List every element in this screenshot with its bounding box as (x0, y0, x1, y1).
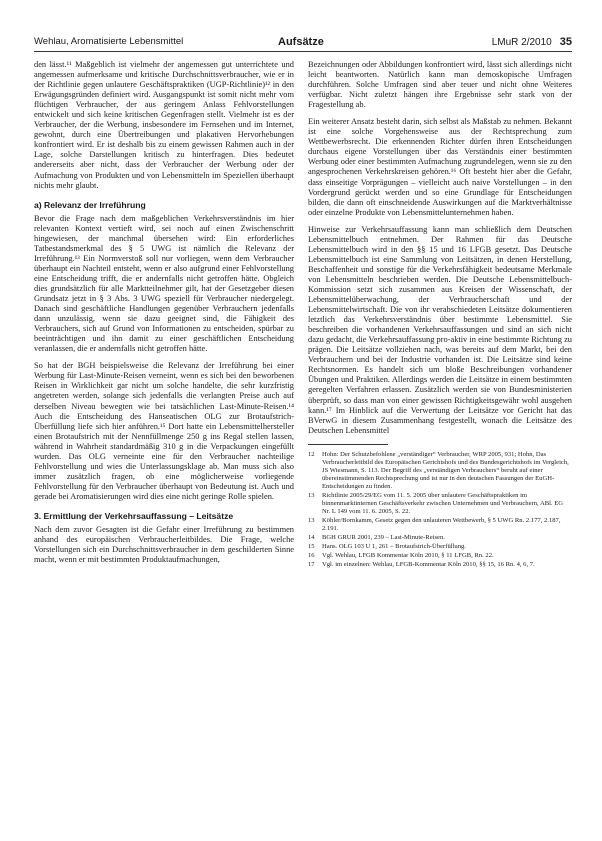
footnote-text: Vgl. im einzelnen: Wehlau, LFGB-Kommentar Köln 2010, §§ 15, 16 Rn. 4, 6, 7. (322, 560, 535, 568)
footnote-number: 17 (308, 560, 315, 568)
footnote-text: Vgl. Wehlau, LFGB Kommentar Köln 2010, § 11 LFGB, Rn. 22. (322, 551, 494, 559)
header-section-title: Aufsätze (278, 36, 324, 48)
footnote-text: Hans. OLG 103 U 1, 261 – Brotaufstrich-Überfüllung. (322, 542, 466, 550)
footnote-number: 14 (308, 533, 315, 541)
left-column (34, 60, 294, 572)
footnote (308, 517, 572, 533)
right-paragraph-2: Ein weiterer Ansatz besteht darin, sich selbst als Maßstab zu nehmen. Bekannt ist eine solche Vorgehensweise aus der Rechtsprechung zum Wettbewerbsrecht. Die erkennenden Richter dürfen ihren Entscheidungen durchaus eigene Vorstellungen über das Verständnis einer bestimmten Werbung oder einer bestimmten Aufmachung zugrundelegen, wenn sie zu den angesprochenen Verkehrskreisen gehören.¹⁶ Oft besteht hier aber die Gefahr, dass einseitige Vorprägungen – vielleicht auch naive Vorstellungen – in den Vordergrund gerückt werden und so eine Grundlage für Entscheidungen bilden, die dann oft einschneidende Auswirkungen auf die Marktverhältnisse oder einzelne Produkte von Lebensmittelunternehmen haben. (308, 117, 572, 217)
header-journal-name: LMuR 2/2010 (491, 37, 552, 48)
page-number: 35 (559, 36, 572, 48)
running-header (34, 36, 572, 50)
footnote-number: 13 (308, 516, 315, 524)
left-paragraph-1: den lässt.¹¹ Maßgeblich ist vielmehr der angemessen gut unterrichtete und angemessen aufmerksame und kritische Durchschnittsverbraucher, wie er in der Richtlinie gegen unlautere Geschäftspraktiken (UGP-Richtlinie)¹² in den Erwägungsgründen definiert wird. Ausgangspunkt ist somit nicht mehr vom flüchtigen Verbraucher, der aus geringem Anlass Fehlvorstellungen entwickelt und sich keine kritischen Gegenfragen stellt. Vielmehr ist es der Verbraucher, der die Werbung, insbesondere im Fernsehen und im Internet, gewohnt, durch eine Übertreibungen und plakativen Hervorhebungen konfrontiert wird. Er ist deshalb bis zu einem gewissen Rahmen auch in der Lage, solche Darstellungen kritisch zu hinterfragen. Dies bedeutet andererseits aber nicht, dass der Verbraucher der Werbung oder der Aufmachung von Produkten und von Lebensmitteln im Speziellen überhaupt nichts mehr glaubt. (34, 60, 294, 190)
header-rule (34, 51, 572, 52)
header-article-title: Wehlau, Aromatisierte Lebensmittel (34, 36, 184, 47)
footnote-text: BGH GRUR 2001, 239 – Last-Minute-Reisen. (322, 533, 445, 541)
footnote-number: 13 (308, 491, 315, 499)
header-journal-issue (492, 36, 572, 48)
footnote (308, 534, 572, 542)
right-paragraph-1: Bezeichnungen oder Abbildungen konfrontiert wird, lässt sich allerdings nicht leicht beantworten. Natürlich kann man demoskopische Umfragen durchführen. Solche Umfragen sind aber teuer und nicht ohne Weiteres verfügbar. Nicht zuletzt hängen ihre Ergebnisse sehr stark von der Fragestellung ab. (308, 60, 572, 110)
footnote (308, 492, 572, 516)
footnote-number: 15 (308, 542, 315, 550)
footnote-number: 16 (308, 551, 315, 559)
right-column (308, 60, 572, 570)
footnote (308, 561, 572, 569)
footnote-rule (308, 444, 388, 445)
left-paragraph-4: Nach dem zuvor Gesagten ist die Gefahr einer Irreführung zu bestimmen anhand des europäischen Verbraucherleitbildes. Die Frage, welche Vorstellungen sich ein Durchschnittsverbraucher in dem geschilderten Sinne macht, wenn er mit bestimmten Produktaufmachungen, (34, 525, 294, 565)
footnote-text: Hohn: Der Schutzbefohlene „verständiger“ Verbraucher, WRP 2005, 931; Hohn, Das Verbraucherleitbild des Europäischen Gerichtshofs und des Bundesgerichtshofs im Vergleich, JS Wiesmann, S. 113. Der Begriff des „verständigen Verbrauchers“ beruht auf einer übereinstimmenden Rechtsprechung und ist nur in den deutschen Fassungen der EuGH-Entscheidungen zu finden. (322, 450, 569, 490)
left-paragraph-2: Bevor die Frage nach dem maßgeblichen Verkehrsverständnis im hier relevanten Kontext vertieft wird, sei noch auf einen Zwischenschritt hingewiesen, der manchmal übersehen wird: Ein erforderliches Tatbestandsmerkmal des § 5 UWG ist nämlich die Relevanz der Irreführung.¹³ Ein Normverstoß soll nur vorliegen, wenn dem Verbraucher überhaupt ein Nachteil entsteht, wenn er also aufgrund einer Fehlvorstellung eine Entscheidung trifft, die er andernfalls nicht getroffen hätte. Obgleich dies grundsätzlich für alle Marktteilnehmer gilt, hat der Gesetzgeber diesen Grundsatz jetzt in § 3 Abs. 3 UWG speziell für Verbraucher niedergelegt. Danach sind geschäftliche Handlungen gegenüber Verbrauchern jedenfalls dann unzulässig, wenn sie dazu geeignet sind, die Fähigkeit des Verbrauchers, sich auf Grund von Informationen zu entscheiden, spürbar zu beeinträchtigen und ihn damit zu einer geschäftlichen Entscheidung veranlassen, die er andernfalls nicht getroffen hätte. (34, 213, 294, 354)
heading-determination: 3. Ermittlung der Verkehrsauffassung – Leitsätze (34, 510, 234, 521)
footnote (308, 451, 572, 491)
footnote (308, 543, 572, 551)
footnote-number: 12 (308, 450, 315, 458)
footnote-text: Köhler/Bornkamm, Gesetz gegen den unlauteren Wettbewerb, § 5 UWG Rn. 2.177, 2.187, 2.191. (322, 516, 561, 532)
footnote (308, 552, 572, 560)
right-paragraph-3: Hinweise zur Verkehrsauffassung kann man schließlich dem Deutschen Lebensmittelbuch entnehmen. Der Rahmen für das Deutsche Lebensmittelbuch wird in den §§ 15 und 16 LFGB gesetzt. Das Deutsche Lebensmittelbuch ist eine Sammlung von Leitsätzen, in denen Herstellung, Beschaffenheit und sonstige für die Verkehrsfähigkeit bedeutsame Merkmale von Lebensmitteln beschrieben werden. Die Deutsche Lebensmittelbuch-Kommission setzt sich zusammen aus Kreisen der Wissenschaft, der Lebensmittelüberwachung, der Verbraucherschaft und der Lebensmittelwirtschaft. Die von ihr verabschiedeten Leitsätze dokumentieren letztlich das Verkehrsverständnis über bestimmte Lebensmittel. Sie beschreiben die vorhandenen Verkehrsauffassungen und sind an sich nicht dazu gedacht, die Verkehrsauffassung pro-aktiv in eine bestimmte Richtung zu prägen. Die Leitsätze vollziehen nach, was bereits auf dem Markt, bei den Verbrauchern und bei der Industrie vorhanden ist. Die Leitsätze sind keine Rechtsnormen. Es handelt sich um bloße Beschreibungen vorhandener Übungen und Praktiken. Allerdings werden die Leitsätze in einem bestimmten geregelten Verfahren erlassen. Zusätzlich werden sie von Bundesministerien überprüft, so dass man von einer gewissen Richtigkeitsgewähr wohl ausgehen kann.¹⁷ Im Hinblick auf die Verwertung der Leitsätze vor Gericht hat das BVerwG in diesem Zusammenhang festgestellt, wonach die Leitsätze des Deutschen Lebensmittel (308, 224, 572, 435)
footnote-text: Richtlinie 2005/29/EG vom 11. 5. 2005 über unlautere Geschäftspraktiken im binnenmarktinternen Geschäftsverkehr zwischen Unternehmen und Verbrauchern, ABl. EG Nr. L 149 vom 11. 6. 2005, S. 22. (322, 491, 564, 515)
footnotes (308, 451, 572, 569)
left-paragraph-3: So hat der BGH beispielsweise die Relevanz der Irreführung bei einer Werbung für Last-Minute-Reisen verneint, wenn es sich bei den beworbenen Reisen in Wirklichkeit gar nicht um solche handelte, die sehr kurzfristig angetreten werden, solange sich jedenfalls die verlangten Preise auch auf derselben Niveau bewegten wie bei tatsächlichen Last-Minute-Reisen.¹⁴ Auch die Entscheidung des Hanseatischen OLG zur Brotaufstrich-Überfüllung liefe sich hier anführen.¹⁵ Dort hatte ein Lebensmittelhersteller einen Brotaufstrich mit der Nennfüllmenge 250 g ins Regal stellen lassen, während in Wahrheit standardmäßig 310 g in die Verpackungen eingefüllt wurden. Das OLG verneinte eine für den Verbraucher nachteilige Fehlvorstellung und wies die Unterlassungsklage ab. Man muss sich also immer zusätzlich fragen, ob eine möglicherweise vorliegende Fehlvorstellung für den Verbraucher überhaupt von Bedeutung ist. Auch und gerade bei Aromatisierungen wird dies eine nicht geringe Rolle spielen. (34, 361, 294, 501)
heading-relevance: a) Relevanz der Irreführung (34, 199, 146, 210)
